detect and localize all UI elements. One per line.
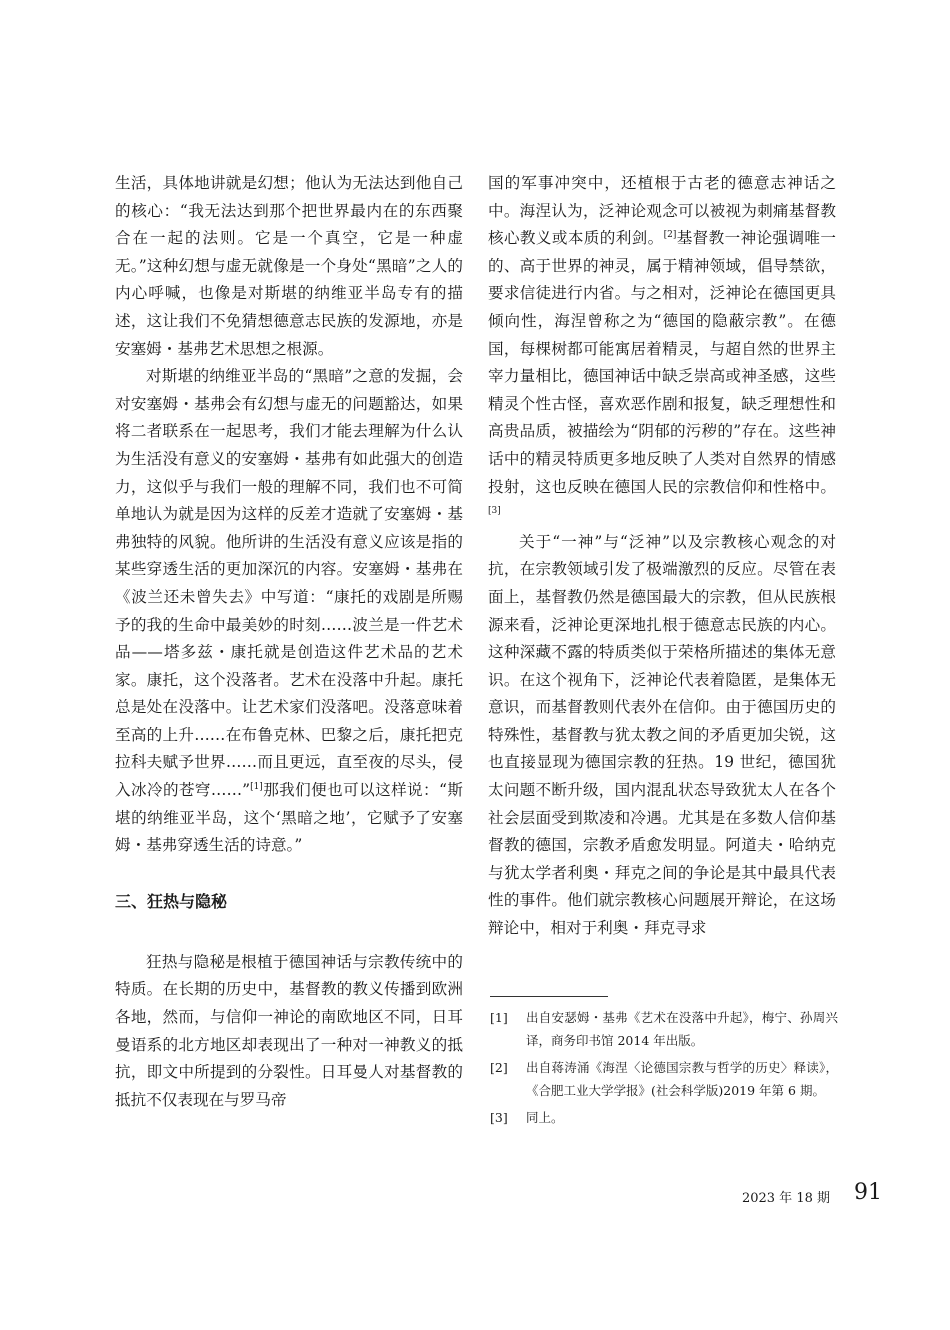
- footnote-text: 出自安瑟姆・基弗《艺术在没落中升起》，梅宁、孙周兴译，商务印书馆 2014 年出版。: [526, 1010, 838, 1048]
- footnote-number: [3]: [490, 1110, 508, 1125]
- page-number: 91: [854, 1180, 882, 1205]
- body-paragraph: 狂热与隐秘是根植于德国神话与宗教传统中的特质。在长期的历史中，基督教的教义传播到欧洲各地，然而，与信仰一神论的南欧地区不同，日耳曼语系的北方地区却表现出了一种对一神教义的抵抗，即文中所提到的分裂性。日耳曼人对基督教的抵抗不仅表现在与罗马帝: [115, 952, 463, 1109]
- paragraph-text: 基督教一神论强调唯一的、高于世界的神灵，属于精神领域，倡导禁欲，要求信徒进行内省。与之相对，泛神论在德国更具倾向性，海涅曾称之为“德国的隐蔽宗教”。在德国，每棵树都可能寓居着精灵，与超自然的世界主宰力量相比，德国神话中缺乏崇高或神圣感，这些精灵个性古怪，喜欢恶作剧和报复，缺乏理想性和高贵品质，被描绘为“阴郁的污秽的”存在。这些神话中的精灵特质更多地反映了人类对自然界的情感投射，这也反映在德国人民的宗教信仰和性格中。: [488, 229, 836, 496]
- footnote-item: [490, 1106, 838, 1129]
- right-column: [488, 170, 836, 943]
- paragraph-text: 那我们便也可以这样说：“斯堪的纳维亚半岛，这个‘黑暗之地’，它赋予了安塞姆・基弗穿透生活的诗意。”: [115, 781, 463, 855]
- footnote-ref[interactable]: [1]: [250, 781, 263, 792]
- footnote-number: [2]: [490, 1060, 508, 1075]
- footnote-text: 同上。: [526, 1110, 564, 1125]
- footnote-ref[interactable]: [2]: [663, 230, 677, 240]
- paragraph-text: 国的军事冲突中，还植根于古老的德意志神话之中。海涅认为，泛神论观念可以被视为刺痛基督教核心教义或本质的利剑。: [488, 174, 836, 248]
- body-paragraph: [488, 170, 836, 529]
- footnote-divider: [490, 996, 608, 997]
- footnote-ref[interactable]: [3]: [488, 505, 501, 516]
- section-heading: 三、狂热与隐秘: [115, 891, 228, 911]
- body-paragraph: 关于“一神”与“泛神”以及宗教核心观念的对抗，在宗教领域引发了极端激烈的反应。尽管在表面上，基督教仍然是德国最大的宗教，但从民族根源来看，泛神论更深地扎根于德意志民族的内心。这种深藏不露的特质类似于荣格所描述的集体无意识。在这个视角下，泛神论代表着隐匿，是集体无意识，而基督教则代表外在信仰。由于德国历史的特殊性，基督教与犹太教之间的矛盾更加尖锐，这也直接显现为德国宗教的狂热。19 世纪，德国犹太问题不断升级，国内混乱状态导致犹太人在各个社会层面受到欺凌和冷遇。尤其是在多数人信仰基督教的德国，宗教矛盾愈发明显。阿道夫・哈纳克与犹太学者利奥・拜克之间的争论是其中最具代表性的事件。他们就宗教核心问题展开辩论，在这场辩论中，相对于利奥・拜克寻求: [488, 532, 836, 938]
- paragraph-text: 对斯堪的纳维亚半岛的“黑暗”之意的发掘，会对安塞姆・基弗会有幻想与虚无的问题豁达，如果将二者联系在一起思考，我们才能去理解为什么认为生活没有意义的安塞姆・基弗有如此强大的创造力，这似乎与我们一般的理解不同，我们也不可简单地认为就是因为这样的反差才造就了安塞姆・基弗独特的风貌。他所讲的生活没有意义应该是指的某些穿透生活的更加深沉的内容。安塞姆・基弗在《波兰还未曾失去》中写道：“康托的戏剧是所赐予的我的生命中最美妙的时刻……波兰是一件艺术品——塔多兹・康托就是创造这件艺术品的艺术家。康托，这个没落者。艺术在没落中升起。康托总是处在没落中。让艺术家们没落吧。没落意味着至高的上升……在布鲁克林、巴黎之后，康托把克拉科夫赋予世界……而且更远，直至夜的尽头，侵入冰冷的苍穹……”: [115, 367, 463, 800]
- footnote-item: [490, 1006, 838, 1052]
- footnote-text: 出自蒋涛涌《海涅〈论德国宗教与哲学的历史〉释读》，《合肥工业大学学报》(社会科学版)2019 年第 6 期。: [526, 1060, 838, 1098]
- body-paragraph: 生活，具体地讲就是幻想；他认为无法达到他自己的核心：“我无法达到那个把世界最内在的东西聚合在一起的法则。它是一个真空，它是一种虚无。”这种幻想与虚无就像是一个身处“黑暗”之人的内心呼喊，也像是对斯堪的纳维亚半岛专有的描述，这让我们不免猜想德意志民族的发源地，亦是安塞姆・基弗艺术思想之根源。: [115, 174, 463, 358]
- left-column: [115, 170, 463, 1114]
- issue-label: 2023 年 18 期: [741, 1191, 830, 1206]
- footnote-item: [490, 1056, 838, 1102]
- footnote-number: [1]: [490, 1010, 508, 1025]
- footnotes: [490, 1006, 838, 1133]
- body-paragraph: [115, 363, 463, 860]
